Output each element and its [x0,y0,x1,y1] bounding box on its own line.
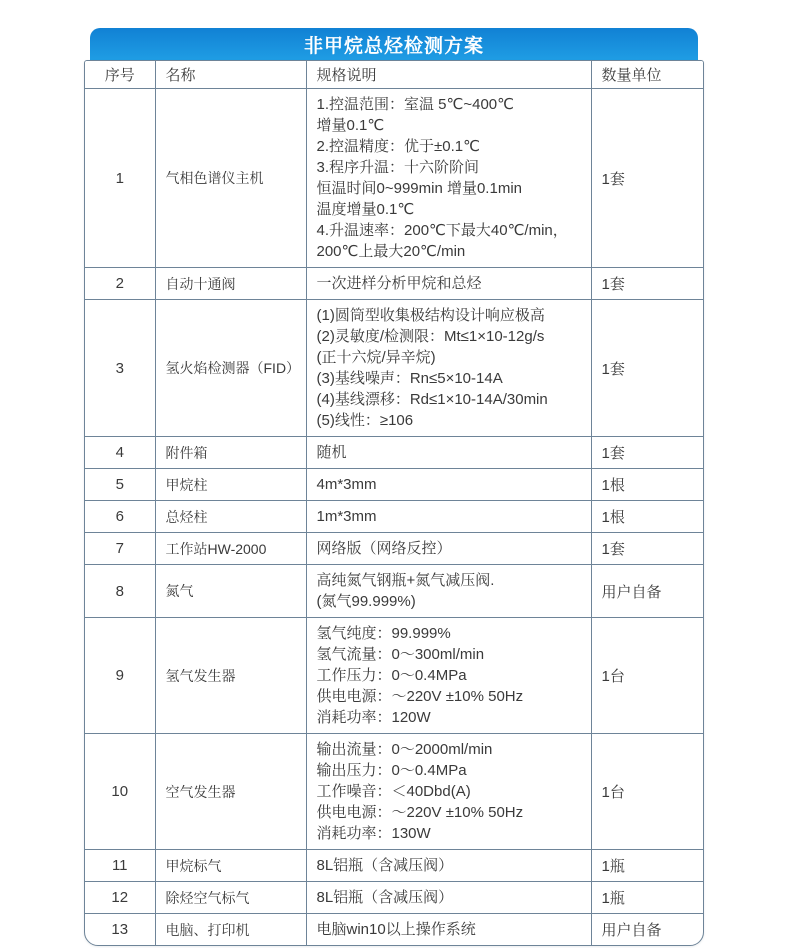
page-title: 非甲烷总烃检测方案 [303,35,484,57]
spec-line: 工作压力：0～0.4MPa [316,667,467,684]
spec-line: 输出压力：0～0.4MPa [316,762,467,779]
table-row [85,469,703,501]
spec-line: 供电电源：～220V ±10% 50Hz [316,804,524,821]
item-quantity: 用户自备 [591,565,703,618]
item-name: 氢气发生器 [155,618,306,734]
spec-line: 1m*3mm [316,508,377,525]
spec-line: 200℃上最大20℃/min [316,243,466,260]
table-body [85,89,703,946]
item-quantity: 1套 [591,268,703,300]
spec-table [85,61,703,945]
row-index: 3 [85,300,155,437]
item-quantity: 1套 [591,300,703,437]
item-quantity: 1根 [591,469,703,501]
column-header-index: 序号 [85,61,155,89]
item-name: 除烃空气标气 [155,882,306,914]
table-row [85,914,703,946]
table-row [85,300,703,437]
spec-line: (2)灵敏度/检测限：Mt≤1×10-12g/s [316,328,545,345]
title-bar [90,28,698,60]
row-index: 9 [85,618,155,734]
item-spec [306,618,591,734]
item-spec [306,300,591,437]
spec-line: 消耗功率：130W [316,825,431,842]
spec-line: 工作噪音：＜40Dbd(A) [316,783,471,800]
item-name: 附件箱 [155,437,306,469]
row-index: 10 [85,734,155,850]
spec-line: 网络版（网络反控） [316,540,452,557]
table-row [85,89,703,268]
row-index: 11 [85,850,155,882]
item-name: 气相色谱仪主机 [155,89,306,268]
spec-line: (3)基线噪声：Rn≤5×10-14A [316,370,503,387]
item-spec [306,565,591,618]
spec-line: 输出流量：0～2000ml/min [316,741,493,758]
spec-line: (氮气99.999%) [316,593,416,610]
item-spec [306,533,591,565]
row-index: 5 [85,469,155,501]
item-spec [306,734,591,850]
spec-line: 温度增量0.1℃ [316,201,415,218]
spec-line: 氢气流量：0～300ml/min [316,646,485,663]
row-index: 4 [85,437,155,469]
row-index: 13 [85,914,155,946]
column-header-quantity: 数量单位 [591,61,703,89]
spec-line: 8L铝瓶（含减压阀） [316,857,454,874]
table-row [85,850,703,882]
table-row [85,565,703,618]
item-quantity: 1套 [591,89,703,268]
table-header-row [85,61,703,89]
item-name: 氢火焰检测器（FID） [155,300,306,437]
item-name: 甲烷标气 [155,850,306,882]
table-row [85,882,703,914]
row-index: 7 [85,533,155,565]
spec-line: 电脑win10以上操作系统 [316,921,476,938]
spec-table-container [84,60,704,946]
item-name: 甲烷柱 [155,469,306,501]
item-quantity: 1台 [591,734,703,850]
item-quantity: 1套 [591,437,703,469]
table-row [85,533,703,565]
item-spec [306,850,591,882]
item-spec [306,89,591,268]
spec-line: 随机 [316,444,347,461]
item-name: 电脑、打印机 [155,914,306,946]
item-spec [306,882,591,914]
item-spec [306,469,591,501]
spec-line: 消耗功率：120W [316,709,431,726]
spec-line: 高纯氮气钢瓶+氮气减压阀. [316,572,495,589]
item-name: 总烃柱 [155,501,306,533]
spec-line: 2.控温精度：优于±0.1℃ [316,138,480,155]
spec-line: 4m*3mm [316,476,377,493]
item-spec [306,437,591,469]
spec-line: (正十六烷/异辛烷) [316,349,436,366]
item-quantity: 1套 [591,533,703,565]
table-row [85,618,703,734]
item-name: 氮气 [155,565,306,618]
row-index: 6 [85,501,155,533]
spec-line: 8L铝瓶（含减压阀） [316,889,454,906]
item-quantity: 1根 [591,501,703,533]
column-header-name: 名称 [155,61,306,89]
item-quantity: 1瓶 [591,850,703,882]
item-quantity: 1瓶 [591,882,703,914]
spec-sheet-card [84,28,704,946]
spec-line: (4)基线漂移：Rd≤1×10-14A/30min [316,391,548,408]
spec-line: 氢气纯度：99.999% [316,625,451,642]
table-row [85,268,703,300]
spec-line: 一次进样分析甲烷和总烃 [316,275,482,292]
item-quantity: 用户自备 [591,914,703,946]
spec-line: 恒温时间0~999min 增量0.1min [316,180,522,197]
item-spec [306,268,591,300]
item-name: 工作站HW-2000 [155,533,306,565]
item-name: 自动十通阀 [155,268,306,300]
item-spec [306,914,591,946]
item-quantity: 1台 [591,618,703,734]
spec-line: 3.程序升温：十六阶阶间 [316,159,480,176]
spec-line: 供电电源：～220V ±10% 50Hz [316,688,524,705]
spec-line: (1)圆筒型收集极结构设计响应极高 [316,307,545,324]
item-name: 空气发生器 [155,734,306,850]
row-index: 12 [85,882,155,914]
spec-line: 1.控温范围：室温 5℃~400℃ [316,96,514,113]
spec-line: 4.升温速率：200℃下最大40℃/min， [316,222,568,239]
column-header-spec: 规格说明 [306,61,591,89]
spec-line: 增量0.1℃ [316,117,385,134]
spec-line: (5)线性：≥106 [316,412,414,429]
row-index: 2 [85,268,155,300]
table-row [85,437,703,469]
row-index: 8 [85,565,155,618]
table-row [85,734,703,850]
item-spec [306,501,591,533]
table-row [85,501,703,533]
row-index: 1 [85,89,155,268]
